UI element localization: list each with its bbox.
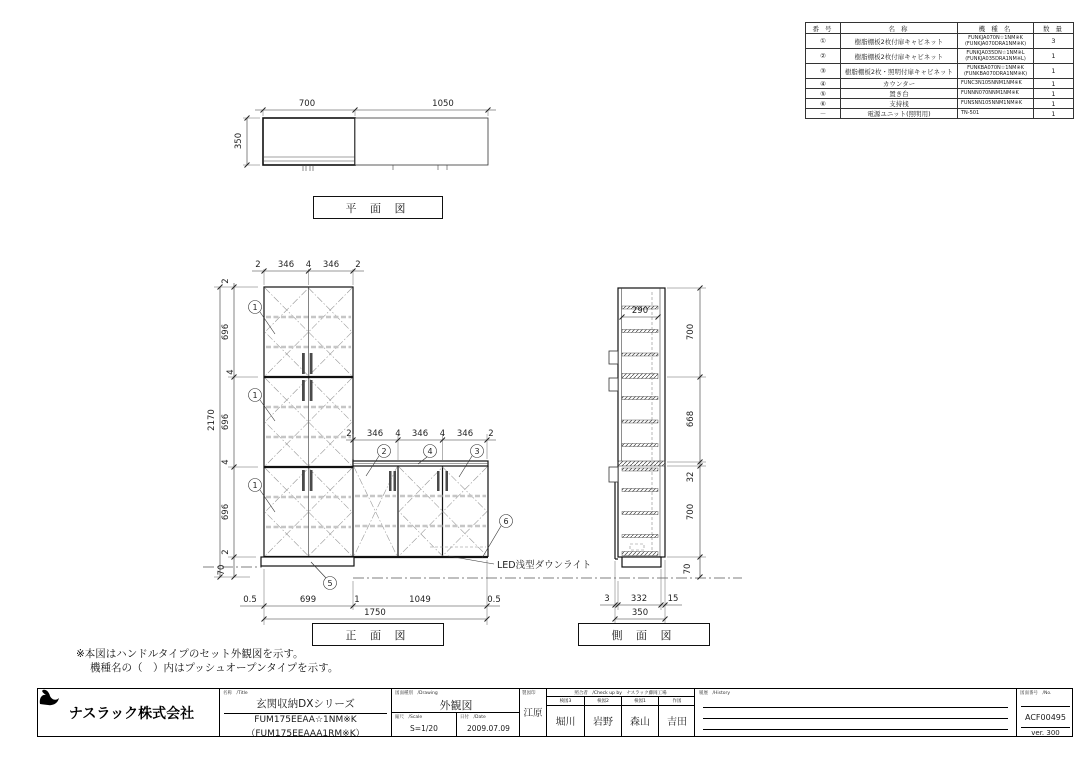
history-label: 履歴 /History	[699, 691, 731, 696]
check-col-4	[658, 696, 695, 736]
part-name: 樹脂棚板2枚・照明付扉キャビネット	[841, 64, 958, 79]
parts-list-table	[805, 22, 1074, 119]
drawing-number-cell	[1016, 689, 1074, 736]
side-view-title: 側 面 図	[578, 623, 710, 646]
dim-label: 1050	[432, 99, 454, 109]
drawing-info-cell	[391, 689, 519, 736]
dim-label: 2	[221, 278, 231, 284]
check-name: 岩野	[593, 717, 613, 728]
plan-view	[234, 99, 496, 171]
company-name: ナスラック株式会社	[68, 705, 195, 722]
table-row	[806, 64, 1074, 79]
check-col-2	[584, 696, 621, 736]
check-up-label: 照合者 /Check up by ナスラック藤岡工場	[574, 691, 667, 696]
date-value: 2009.07.09	[467, 724, 510, 733]
check-role: 検図1	[622, 698, 658, 706]
led-downlight-label	[448, 556, 591, 571]
dim-label: 350	[234, 132, 244, 150]
svg-text:1: 1	[252, 481, 258, 490]
part-model: FUNC3N105NNM1NM※K	[958, 79, 1034, 89]
dim-label: 696	[221, 323, 231, 341]
dim-label: 2170	[207, 409, 217, 431]
note-line-2: 機種名の（ ）内はプッシュオープンタイプを示す。	[90, 662, 339, 674]
series-name: 玄関収納DXシリーズ	[256, 698, 355, 710]
dim-label: 696	[221, 413, 231, 431]
part-qty: 1	[1034, 89, 1074, 99]
table-row	[806, 99, 1074, 109]
part-no: －	[806, 109, 841, 119]
date-label: 日付 /Date	[460, 715, 486, 720]
svg-text:1: 1	[252, 391, 258, 400]
dim-label: 700	[298, 99, 316, 109]
part-model: FUNKBA070N☆1NM※K (FUNKBA070DRA1NM※K)	[958, 64, 1034, 79]
table-row	[806, 34, 1074, 49]
part-name: 電源ユニット(照明用)	[841, 109, 958, 119]
check-role: 検図3	[547, 698, 584, 706]
check-name: 森山	[630, 717, 650, 728]
dim-label: 4	[226, 369, 236, 375]
drafter-name: 江原	[523, 708, 543, 719]
scale-value: S=1/20	[410, 724, 438, 733]
dim-label: 346	[366, 429, 384, 439]
part-qty: 1	[1034, 64, 1074, 79]
col-header-qty: 数 量	[1034, 23, 1074, 34]
table-row	[806, 89, 1074, 99]
dim-label: 15	[667, 594, 679, 604]
svg-text:1: 1	[252, 303, 258, 312]
dim-label: 0.5	[487, 595, 501, 605]
drawing-type-label: 図面種別 /Drawing	[395, 691, 438, 696]
part-name: 樹脂棚板2枚付扉キャビネット	[841, 49, 958, 64]
set-model-number-alt: （FUM175EEAAA1RM※K）	[246, 729, 365, 739]
callout-2	[366, 445, 391, 477]
part-no: ⑥	[806, 99, 841, 109]
dim-label: 346	[456, 429, 474, 439]
part-no: ⑤	[806, 89, 841, 99]
col-header-model: 機 種 名	[958, 23, 1034, 34]
dim-label: 700	[686, 503, 696, 521]
part-model: FUNKJA070N☆1NM※K (FUNKJA070DRA1NM※K)	[958, 34, 1034, 49]
svg-text:4: 4	[427, 447, 433, 456]
dim-label: 70	[217, 564, 227, 576]
part-no: ①	[806, 34, 841, 49]
drafter-seal-cell	[519, 689, 546, 736]
part-no: ④	[806, 79, 841, 89]
part-qty: 1	[1034, 49, 1074, 64]
part-name: 支持桟	[841, 99, 958, 109]
dim-label: 2	[221, 549, 231, 555]
title-cell	[219, 689, 391, 739]
check-col-1	[547, 696, 584, 736]
dim-label: 1	[354, 595, 360, 605]
set-model-number: FUM175EEAA☆1NM※K	[254, 715, 357, 725]
check-name: 吉田	[667, 717, 687, 728]
dim-label: 346	[322, 260, 340, 270]
dim-label: 700	[686, 323, 696, 341]
part-qty: 1	[1034, 79, 1074, 89]
dim-label: 332	[630, 594, 648, 604]
dim-label: 70	[683, 563, 693, 575]
part-qty: 1	[1034, 109, 1074, 119]
svg-text:3: 3	[474, 447, 480, 456]
callout-6	[482, 515, 513, 559]
part-model: FUNNN070NNM1NM※K	[958, 89, 1034, 99]
dim-label: 346	[277, 260, 295, 270]
check-up-cell	[546, 689, 694, 736]
dim-label: 3	[604, 594, 610, 604]
dim-label: 2	[255, 260, 261, 270]
side-view	[600, 286, 706, 626]
part-name: 樹脂棚板2枚付扉キャビネット	[841, 34, 958, 49]
part-qty: 3	[1034, 34, 1074, 49]
svg-text:LED浅型ダウンライト: LED浅型ダウンライト	[497, 560, 592, 571]
dim-label: 696	[221, 503, 231, 521]
dim-label: 2	[355, 260, 361, 270]
col-header-no: 番 号	[806, 23, 841, 34]
company-cell	[38, 689, 219, 736]
title-label: 名称 /Title	[223, 691, 248, 696]
check-col-3	[621, 696, 658, 736]
drawing-number-label: 図面番号 /No.	[1020, 691, 1052, 696]
plan-view-title: 平 面 図	[313, 196, 443, 219]
dim-label: 1049	[409, 595, 431, 605]
col-header-name: 名 称	[841, 23, 958, 34]
dim-label: 4	[305, 260, 312, 270]
title-block	[37, 688, 1073, 737]
check-role: 作図	[659, 698, 695, 706]
dim-label: 0.5	[243, 595, 257, 605]
drawing-type: 外観図	[439, 699, 473, 712]
svg-text:2: 2	[381, 447, 387, 456]
front-view-title: 正 面 図	[312, 623, 444, 646]
drafter-seal-label: 製図印	[522, 691, 536, 696]
part-model: FUNKJA035DN☆1NM※L (FUNKJA035DRA1NM※L)	[958, 49, 1034, 64]
dim-label: 699	[299, 595, 317, 605]
dim-label: 290	[631, 306, 649, 316]
svg-text:5: 5	[327, 579, 333, 588]
part-model: FUNSNN105NNM1NM※K	[958, 99, 1034, 109]
note-line-1: ※本図はハンドルタイプのセット外観図を示す。	[76, 648, 304, 660]
part-model: TN-501	[958, 109, 1034, 119]
dim-label: 346	[411, 429, 429, 439]
svg-text:6: 6	[503, 517, 509, 526]
table-row	[806, 79, 1074, 89]
dim-label: 350	[631, 608, 649, 618]
table-row	[806, 49, 1074, 64]
check-role: 検図2	[585, 698, 621, 706]
dim-label: 4	[439, 429, 446, 439]
part-name: 置き台	[841, 89, 958, 99]
part-qty: 1	[1034, 99, 1074, 109]
dim-label: 2	[346, 429, 352, 439]
dim-label: 1750	[364, 608, 386, 618]
history-cell	[694, 689, 1016, 736]
part-name: カウンター	[841, 79, 958, 89]
table-header-row	[806, 23, 1074, 34]
check-name: 堀川	[555, 717, 576, 728]
dim-label: 32	[686, 471, 696, 483]
dim-label: 4	[221, 459, 231, 465]
drawing-version: ver. 300	[1031, 729, 1060, 737]
table-row	[806, 109, 1074, 119]
part-no: ③	[806, 64, 841, 79]
part-no: ②	[806, 49, 841, 64]
drawing-number: ACF00495	[1025, 713, 1066, 722]
dim-label: 2	[488, 429, 494, 439]
scale-label: 縮尺 /Scale	[395, 715, 423, 720]
dim-label: 668	[686, 410, 696, 428]
dim-label: 4	[395, 429, 401, 439]
